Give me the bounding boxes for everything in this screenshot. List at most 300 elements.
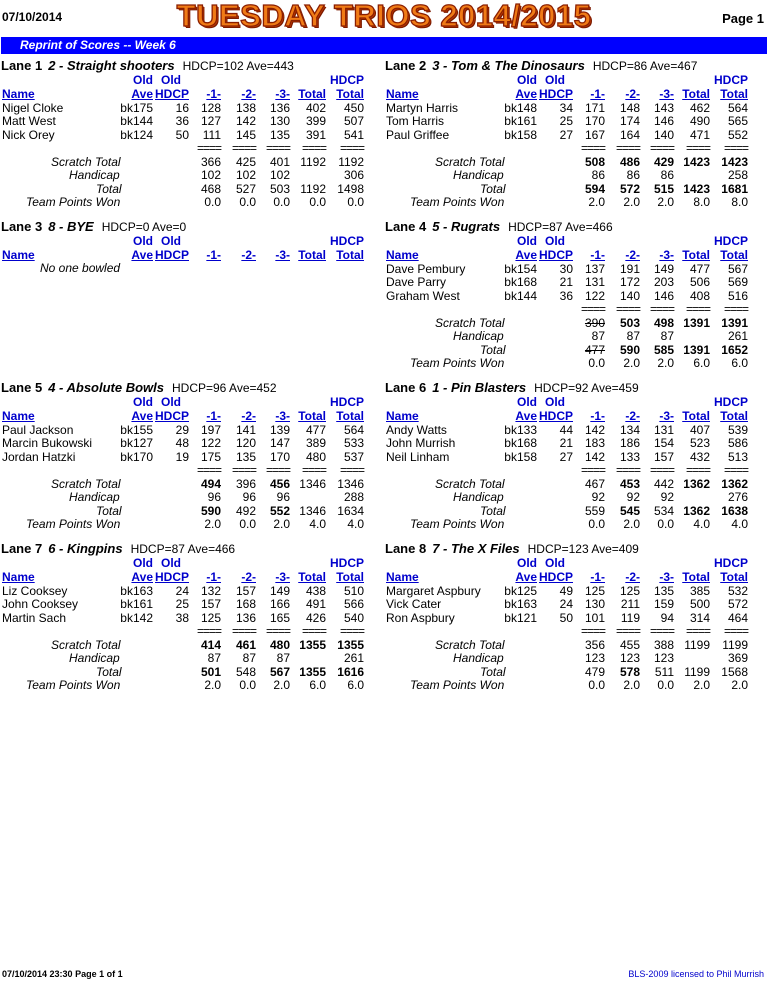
summary-label-handicap: Handicap [69,168,120,183]
player-g3: 139 [269,423,290,437]
summary-handicap-htotal: 288 [343,490,364,505]
summary-label-points: Team Points Won [410,678,505,692]
team-hdcp-ave: HDCP=92 Ave=459 [534,381,639,395]
summary-scratch-g3: 456 [269,476,290,491]
separator: ==== [196,463,221,478]
lane-heading [1,541,235,556]
summary-points-g2: 2.0 [623,195,640,209]
team-name: 3 - Tom & The Dinosaurs [432,58,585,73]
lane-block [385,380,765,530]
player-g1: 131 [584,275,605,290]
col-header-old-ave: Old [517,556,537,570]
player-g2: 186 [619,436,640,451]
summary-label-handicap: Handicap [69,490,120,505]
col-header-g2: -2- [241,248,256,262]
player-name: Graham West [386,288,460,303]
summary-handicap-htotal: 306 [343,168,364,183]
summary-total-g3: 534 [653,503,674,518]
player-g2: 211 [620,597,640,612]
team-hdcp-ave: HDCP=96 Ave=452 [172,381,277,395]
lane-heading [385,58,697,73]
team-name: 2 - Straight shooters [48,58,175,73]
team-name: 8 - BYE [48,219,94,234]
player-total: 491 [305,597,326,612]
player-ave: bk175 [120,101,153,115]
summary-label-handicap: Handicap [453,168,504,183]
player-hdcp: 16 [175,101,189,115]
player-name: Vick Cater [386,597,442,612]
col-header-g1: -1- [206,409,221,423]
summary-points-g3: 0.0 [273,195,290,209]
player-hdcp: 27 [559,127,573,142]
player-g3: 146 [653,114,674,129]
player-htotal: 464 [727,610,748,625]
player-htotal: 540 [343,610,364,625]
player-g2: 140 [619,288,640,303]
summary-scratch-g3: 401 [269,154,290,169]
report-date: 07/10/2014 [2,10,63,24]
col-header-hdcp-total: Total [720,409,748,423]
col-header-g3: -3- [659,248,674,262]
separator: ==== [231,141,256,156]
player-name: Matt West [2,114,56,129]
summary-handicap-g2: 87 [242,651,256,666]
player-total: 471 [689,127,710,142]
summary-points-g1: 0.0 [204,195,221,209]
player-g3: 157 [653,449,674,464]
summary-total-g3: 585 [653,342,674,357]
summary-points-total: 6.0 [693,356,710,370]
col-header-hdcp: HDCP [154,248,189,262]
player-name: John Murrish [386,436,456,451]
player-g1: 183 [584,436,605,451]
summary-total-total: 1423 [683,181,710,196]
summary-total-g2: 548 [235,664,256,679]
col-header-ave: Ave [131,570,153,584]
summary-scratch-g1: 414 [200,637,221,652]
player-ave: bk148 [504,101,537,115]
col-header-g2: -2- [241,409,256,423]
col-header-g1: -1- [590,87,605,101]
summary-handicap-htotal: 369 [727,651,748,666]
summary-total-g1: 590 [200,503,221,518]
player-g3: 159 [653,597,674,612]
summary-total-g2: 590 [619,342,640,357]
player-g2: 136 [235,610,256,625]
player-g2: 142 [235,114,256,129]
summary-points-g2: 0.0 [239,195,256,209]
summary-points-g2: 0.0 [239,517,256,531]
summary-total-total: 1355 [299,664,326,679]
player-hdcp: 44 [559,423,573,437]
summary-total-total: 1391 [683,342,710,357]
col-header-hdcp: HDCP [538,248,573,262]
player-htotal: 507 [343,114,364,129]
player-g2: 174 [619,114,640,129]
player-hdcp: 48 [175,436,189,451]
player-hdcp: 34 [559,101,573,115]
summary-label-total: Total [480,664,506,679]
player-name: Margaret Aspbury [386,584,481,598]
lane-block [385,219,765,369]
player-total: 408 [689,288,710,303]
col-header-hdcp: HDCP [538,570,573,584]
lane-heading [1,58,294,73]
summary-scratch-g2: 461 [235,637,256,652]
player-name: Ron Aspbury [386,610,455,625]
player-hdcp: 19 [175,449,189,464]
separator: ==== [231,463,256,478]
col-header-total: Total [298,570,326,584]
team-hdcp-ave: HDCP=87 Ave=466 [130,542,236,556]
player-g1: 170 [584,114,605,129]
player-total: 399 [305,114,326,129]
summary-scratch-total: 1362 [683,476,710,491]
summary-scratch-htotal: 1391 [721,315,748,330]
player-name: Neil Linham [386,449,450,464]
col-header-hdcp: HDCP [538,409,573,423]
col-header-hdcp: HDCP [538,87,573,101]
separator: ==== [339,463,364,478]
summary-total-g2: 572 [619,181,640,196]
player-g2: 157 [235,584,256,598]
summary-label-scratch: Scratch Total [435,637,505,652]
player-total: 426 [305,610,326,625]
lane-block [385,541,765,691]
player-name: Nigel Cloke [2,101,64,115]
summary-scratch-g1: 390 [584,315,605,330]
player-ave: bk168 [504,275,537,290]
col-header-ave: Ave [515,248,537,262]
summary-scratch-total: 1192 [300,154,326,169]
player-g1: 197 [200,423,221,437]
col-header-old-hdcp: Old [545,395,565,409]
team-hdcp-ave: HDCP=102 Ave=443 [182,59,294,73]
col-header-name: Name [386,570,419,584]
player-total: 385 [689,584,710,598]
col-header-g2: -2- [625,248,640,262]
player-g1: 167 [584,127,605,142]
player-g1: 128 [200,101,221,115]
player-ave: bk133 [504,423,537,437]
col-header-total: Total [682,248,710,262]
summary-label-total: Total [96,664,122,679]
player-g1: 142 [584,423,605,437]
summary-total-htotal: 1568 [721,664,748,679]
col-header-hdcp: HDCP [154,570,189,584]
summary-points-g3: 2.0 [273,517,290,531]
summary-handicap-g2: 123 [619,651,640,666]
col-header-g3: -3- [275,248,290,262]
col-header-ave: Ave [515,570,537,584]
separator: ==== [615,302,640,317]
summary-points-g3: 2.0 [273,678,290,692]
summary-handicap-g3: 92 [660,490,674,505]
col-header-hdcp: HDCP [329,234,364,248]
col-header-total: Total [298,248,326,262]
player-htotal: 513 [727,449,748,464]
summary-total-g1: 501 [200,664,221,679]
summary-scratch-g2: 503 [619,315,640,330]
summary-handicap-htotal: 261 [727,329,748,344]
col-header-old-hdcp: Old [161,73,181,87]
summary-total-g3: 511 [654,664,674,679]
player-ave: bk168 [504,436,537,451]
player-g2: 119 [620,610,640,625]
summary-handicap-g3: 123 [653,651,674,666]
col-header-g2: -2- [625,87,640,101]
col-header-old-ave: Old [517,395,537,409]
summary-scratch-total: 1391 [683,315,710,330]
player-ave: bk161 [504,114,537,129]
col-header-g1: -1- [206,248,221,262]
summary-points-g3: 0.0 [657,517,674,531]
player-htotal: 541 [343,127,364,142]
player-name: Martin Sach [2,610,67,625]
player-htotal: 532 [727,584,748,598]
col-header-total: Total [682,87,710,101]
lane-heading [1,380,277,395]
summary-label-scratch: Scratch Total [51,637,121,652]
col-header-hdcp-total: Total [336,248,364,262]
player-g1: 101 [584,610,605,625]
summary-points-total: 4.0 [693,517,710,531]
player-g2: 168 [235,597,256,612]
summary-scratch-g3: 429 [653,154,674,169]
summary-total-g1: 477 [584,342,605,357]
summary-handicap-g1: 87 [207,651,221,666]
summary-total-g2: 545 [619,503,640,518]
summary-label-scratch: Scratch Total [51,154,121,169]
summary-handicap-g1: 96 [207,490,221,505]
player-hdcp: 25 [175,597,189,612]
col-header-hdcp: HDCP [329,556,364,570]
separator: ==== [649,141,674,156]
summary-handicap-g1: 86 [591,168,605,183]
player-name: Martyn Harris [386,101,459,115]
col-header-total: Total [298,87,326,101]
player-total: 438 [305,584,326,598]
col-header-total: Total [298,409,326,423]
summary-scratch-g3: 498 [653,315,674,330]
summary-total-htotal: 1616 [337,664,364,679]
player-name: Nick Orey [2,127,55,142]
summary-total-htotal: 1638 [721,503,748,518]
player-ave: bk142 [120,610,153,625]
col-header-g2: -2- [241,87,256,101]
player-g3: 165 [269,610,290,625]
summary-label-total: Total [480,503,506,518]
summary-handicap-g2: 86 [626,168,640,183]
col-header-g1: -1- [590,570,605,584]
separator: ==== [301,141,326,156]
player-g3: 94 [660,610,674,625]
summary-handicap-g3: 87 [276,651,290,666]
summary-total-total: 1199 [684,664,710,679]
col-header-old-ave: Old [133,395,153,409]
lane-number: Lane 7 [1,541,43,556]
col-header-old-hdcp: Old [545,234,565,248]
col-header-g3: -3- [275,409,290,423]
summary-total-htotal: 1634 [337,503,364,518]
summary-total-g3: 503 [269,181,290,196]
separator: ==== [723,302,748,317]
summary-scratch-total: 1199 [684,637,710,652]
player-name: Tom Harris [386,114,445,129]
player-htotal: 566 [343,597,364,612]
player-g1: 127 [200,114,221,129]
summary-total-g2: 492 [235,503,256,518]
col-header-g2: -2- [625,570,640,584]
player-g2: 145 [235,127,256,142]
player-hdcp: 27 [559,449,573,464]
report-title: TUESDAY TRIOS 2014/2015 [176,0,592,33]
col-header-ave: Ave [515,87,537,101]
summary-scratch-g2: 453 [619,476,640,491]
col-header-old-hdcp: Old [545,73,565,87]
summary-total-g1: 559 [584,503,605,518]
player-g3: 154 [653,436,674,451]
team-hdcp-ave: HDCP=0 Ave=0 [101,220,187,234]
col-header-g3: -3- [659,87,674,101]
team-name: 1 - Pin Blasters [432,380,527,395]
col-header-hdcp: HDCP [713,395,748,409]
player-g2: 141 [235,423,256,437]
col-header-old-hdcp: Old [161,395,181,409]
summary-points-total: 0.0 [309,195,326,209]
lane-number: Lane 4 [385,219,427,234]
player-g3: 131 [653,423,674,437]
player-total: 391 [305,127,326,142]
lane-block [385,58,765,208]
separator: ==== [685,141,710,156]
col-header-hdcp: HDCP [329,395,364,409]
summary-points-htotal: 8.0 [731,195,748,209]
player-g2: 134 [619,423,640,437]
separator: ==== [265,141,290,156]
player-g2: 172 [619,275,640,290]
summary-points-g2: 2.0 [623,356,640,370]
separator: ==== [301,624,326,639]
lane-heading [385,380,639,395]
player-g1: 125 [200,610,221,625]
separator: ==== [685,624,710,639]
col-header-old-hdcp: Old [161,556,181,570]
summary-handicap-htotal: 258 [727,168,748,183]
summary-total-g3: 515 [653,181,674,196]
separator: ==== [580,624,605,639]
summary-handicap-g2: 96 [242,490,256,505]
summary-scratch-g1: 467 [584,476,605,491]
col-header-name: Name [386,409,419,423]
player-g1: 157 [200,597,221,612]
col-header-hdcp-total: Total [336,87,364,101]
col-header-name: Name [2,87,35,101]
summary-points-g2: 0.0 [239,678,256,692]
lane-block [1,219,381,369]
player-htotal: 564 [727,101,748,115]
summary-scratch-htotal: 1355 [337,637,364,652]
player-g1: 132 [200,584,221,598]
player-name: Dave Pembury [386,262,466,276]
summary-scratch-htotal: 1192 [338,154,364,169]
player-htotal: 567 [727,262,748,276]
col-header-g1: -1- [590,409,605,423]
summary-label-points: Team Points Won [410,517,505,531]
separator: ==== [723,624,748,639]
player-g3: 146 [653,288,674,303]
col-header-name: Name [386,248,419,262]
player-ave: bk158 [504,449,537,464]
player-htotal: 565 [727,114,748,129]
player-g1: 175 [200,449,221,464]
player-g3: 149 [653,262,674,276]
summary-handicap-g2: 92 [626,490,640,505]
summary-scratch-total: 1423 [683,154,710,169]
lane-block [1,58,381,208]
player-g1: 142 [584,449,605,464]
summary-points-htotal: 6.0 [731,356,748,370]
player-htotal: 510 [343,584,364,598]
col-header-old-ave: Old [517,234,537,248]
lane-number: Lane 2 [385,58,427,73]
col-header-hdcp: HDCP [329,73,364,87]
col-header-old-hdcp: Old [545,556,565,570]
col-header-g2: -2- [241,570,256,584]
player-name: Jordan Hatzki [2,449,76,464]
separator: ==== [649,463,674,478]
summary-total-g3: 552 [269,503,290,518]
player-g1: 111 [202,127,221,142]
player-total: 506 [689,275,710,290]
summary-points-g3: 2.0 [657,195,674,209]
player-ave: bk127 [120,436,153,451]
player-g2: 148 [619,101,640,115]
summary-scratch-g3: 388 [653,637,674,652]
player-g3: 166 [269,597,290,612]
summary-label-total: Total [480,342,506,357]
player-hdcp: 30 [559,262,573,276]
col-header-total: Total [682,570,710,584]
player-total: 389 [305,436,326,451]
player-g1: 122 [200,436,221,451]
player-g1: 122 [584,288,605,303]
player-g2: 138 [235,101,256,115]
summary-points-g3: 0.0 [657,678,674,692]
player-hdcp: 29 [175,423,189,437]
summary-points-total: 6.0 [309,678,326,692]
player-hdcp: 21 [559,275,573,290]
separator: ==== [723,463,748,478]
lane-number: Lane 1 [1,58,43,73]
summary-handicap-g3: 96 [276,490,290,505]
col-header-g3: -3- [275,570,290,584]
player-name: Liz Cooksey [2,584,68,598]
player-g3: 130 [269,114,290,129]
summary-total-g2: 578 [619,664,640,679]
player-name: Paul Jackson [2,423,74,437]
no-bowlers-note: No one bowled [40,261,121,275]
player-htotal: 564 [343,423,364,437]
summary-scratch-g3: 480 [269,637,290,652]
summary-label-handicap: Handicap [69,651,120,666]
col-header-ave: Ave [131,87,153,101]
footer-print-info: 07/10/2014 23:30 Page 1 of 1 [2,969,123,979]
lane-number: Lane 6 [385,380,427,395]
col-header-g1: -1- [590,248,605,262]
summary-scratch-htotal: 1346 [337,476,364,491]
player-g2: 125 [619,584,640,598]
